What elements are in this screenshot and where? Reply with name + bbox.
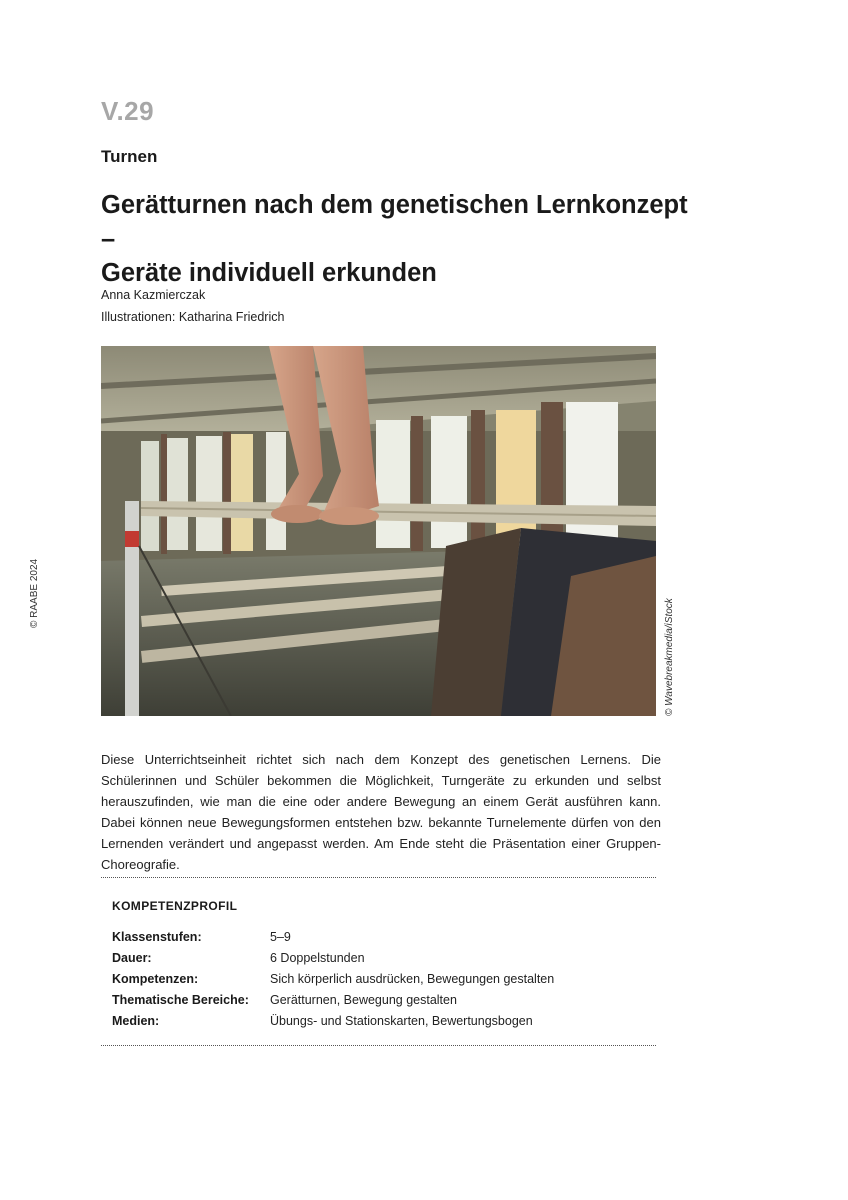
profile-key: Klassenstufen:: [112, 930, 202, 944]
profile-key: Dauer:: [112, 951, 152, 965]
profile-row-media: [112, 1014, 652, 1035]
profile-key: Kompetenzen:: [112, 972, 199, 986]
photo-credit: © Wavebreakmedia/iStock: [664, 598, 675, 716]
intro-paragraph: Diese Unterrichtseinheit richtet sich nach dem Konzept des genetischen Lernens. Die Schülerinnen und Schüler bekommen die Möglichkeit, Turngeräte zu erkunden und selbst herauszufinden, wie man die eine oder andere Bewegung an einem Gerät ausführen kann. Dabei können neue Bewegungsformen entstehen bzw. bekannte Turnelemente dürfen von den Lernenden verändert und angepasst werden. Am Ende steht die Präsentation einer Gruppen-Choreografie.: [101, 752, 661, 872]
subject-label: Turnen: [101, 147, 158, 166]
profile-row-topics: [112, 993, 652, 1014]
title-line-1: Gerätturnen nach dem genetischen Lernkonzept –: [101, 191, 688, 253]
profile-value: Sich körperlich ausdrücken, Bewegungen gestalten: [270, 972, 555, 986]
dotted-divider-top: [101, 877, 656, 878]
dotted-divider-bottom: [101, 1045, 656, 1046]
title-line-2: Geräte individuell erkunden: [101, 259, 437, 287]
profile-row-competencies: [112, 972, 652, 993]
profile-value: 6 Doppelstunden: [270, 951, 365, 965]
profile-value: Übungs- und Stationskarten, Bewertungsbogen: [270, 1014, 533, 1028]
profile-row-duration: [112, 951, 652, 972]
profile-key: Medien:: [112, 1014, 160, 1028]
chapter-number: V.29: [101, 96, 155, 126]
copyright-notice: © RAABE 2024: [29, 558, 40, 628]
profile-value: Gerätturnen, Bewegung gestalten: [270, 993, 457, 1007]
profile-key: Thematische Bereiche:: [112, 993, 249, 1007]
photo-illustration: [101, 346, 656, 716]
author: Anna Kazmierczak: [101, 288, 206, 302]
profile-heading: KOMPETENZPROFIL: [112, 899, 238, 913]
profile-value: 5–9: [270, 930, 291, 944]
page-title: [101, 188, 701, 290]
illustrator: Illustrationen: Katharina Friedrich: [101, 310, 285, 324]
profile-row-grade: [112, 930, 652, 951]
gymnast-balance-beam-photo: [101, 346, 656, 716]
